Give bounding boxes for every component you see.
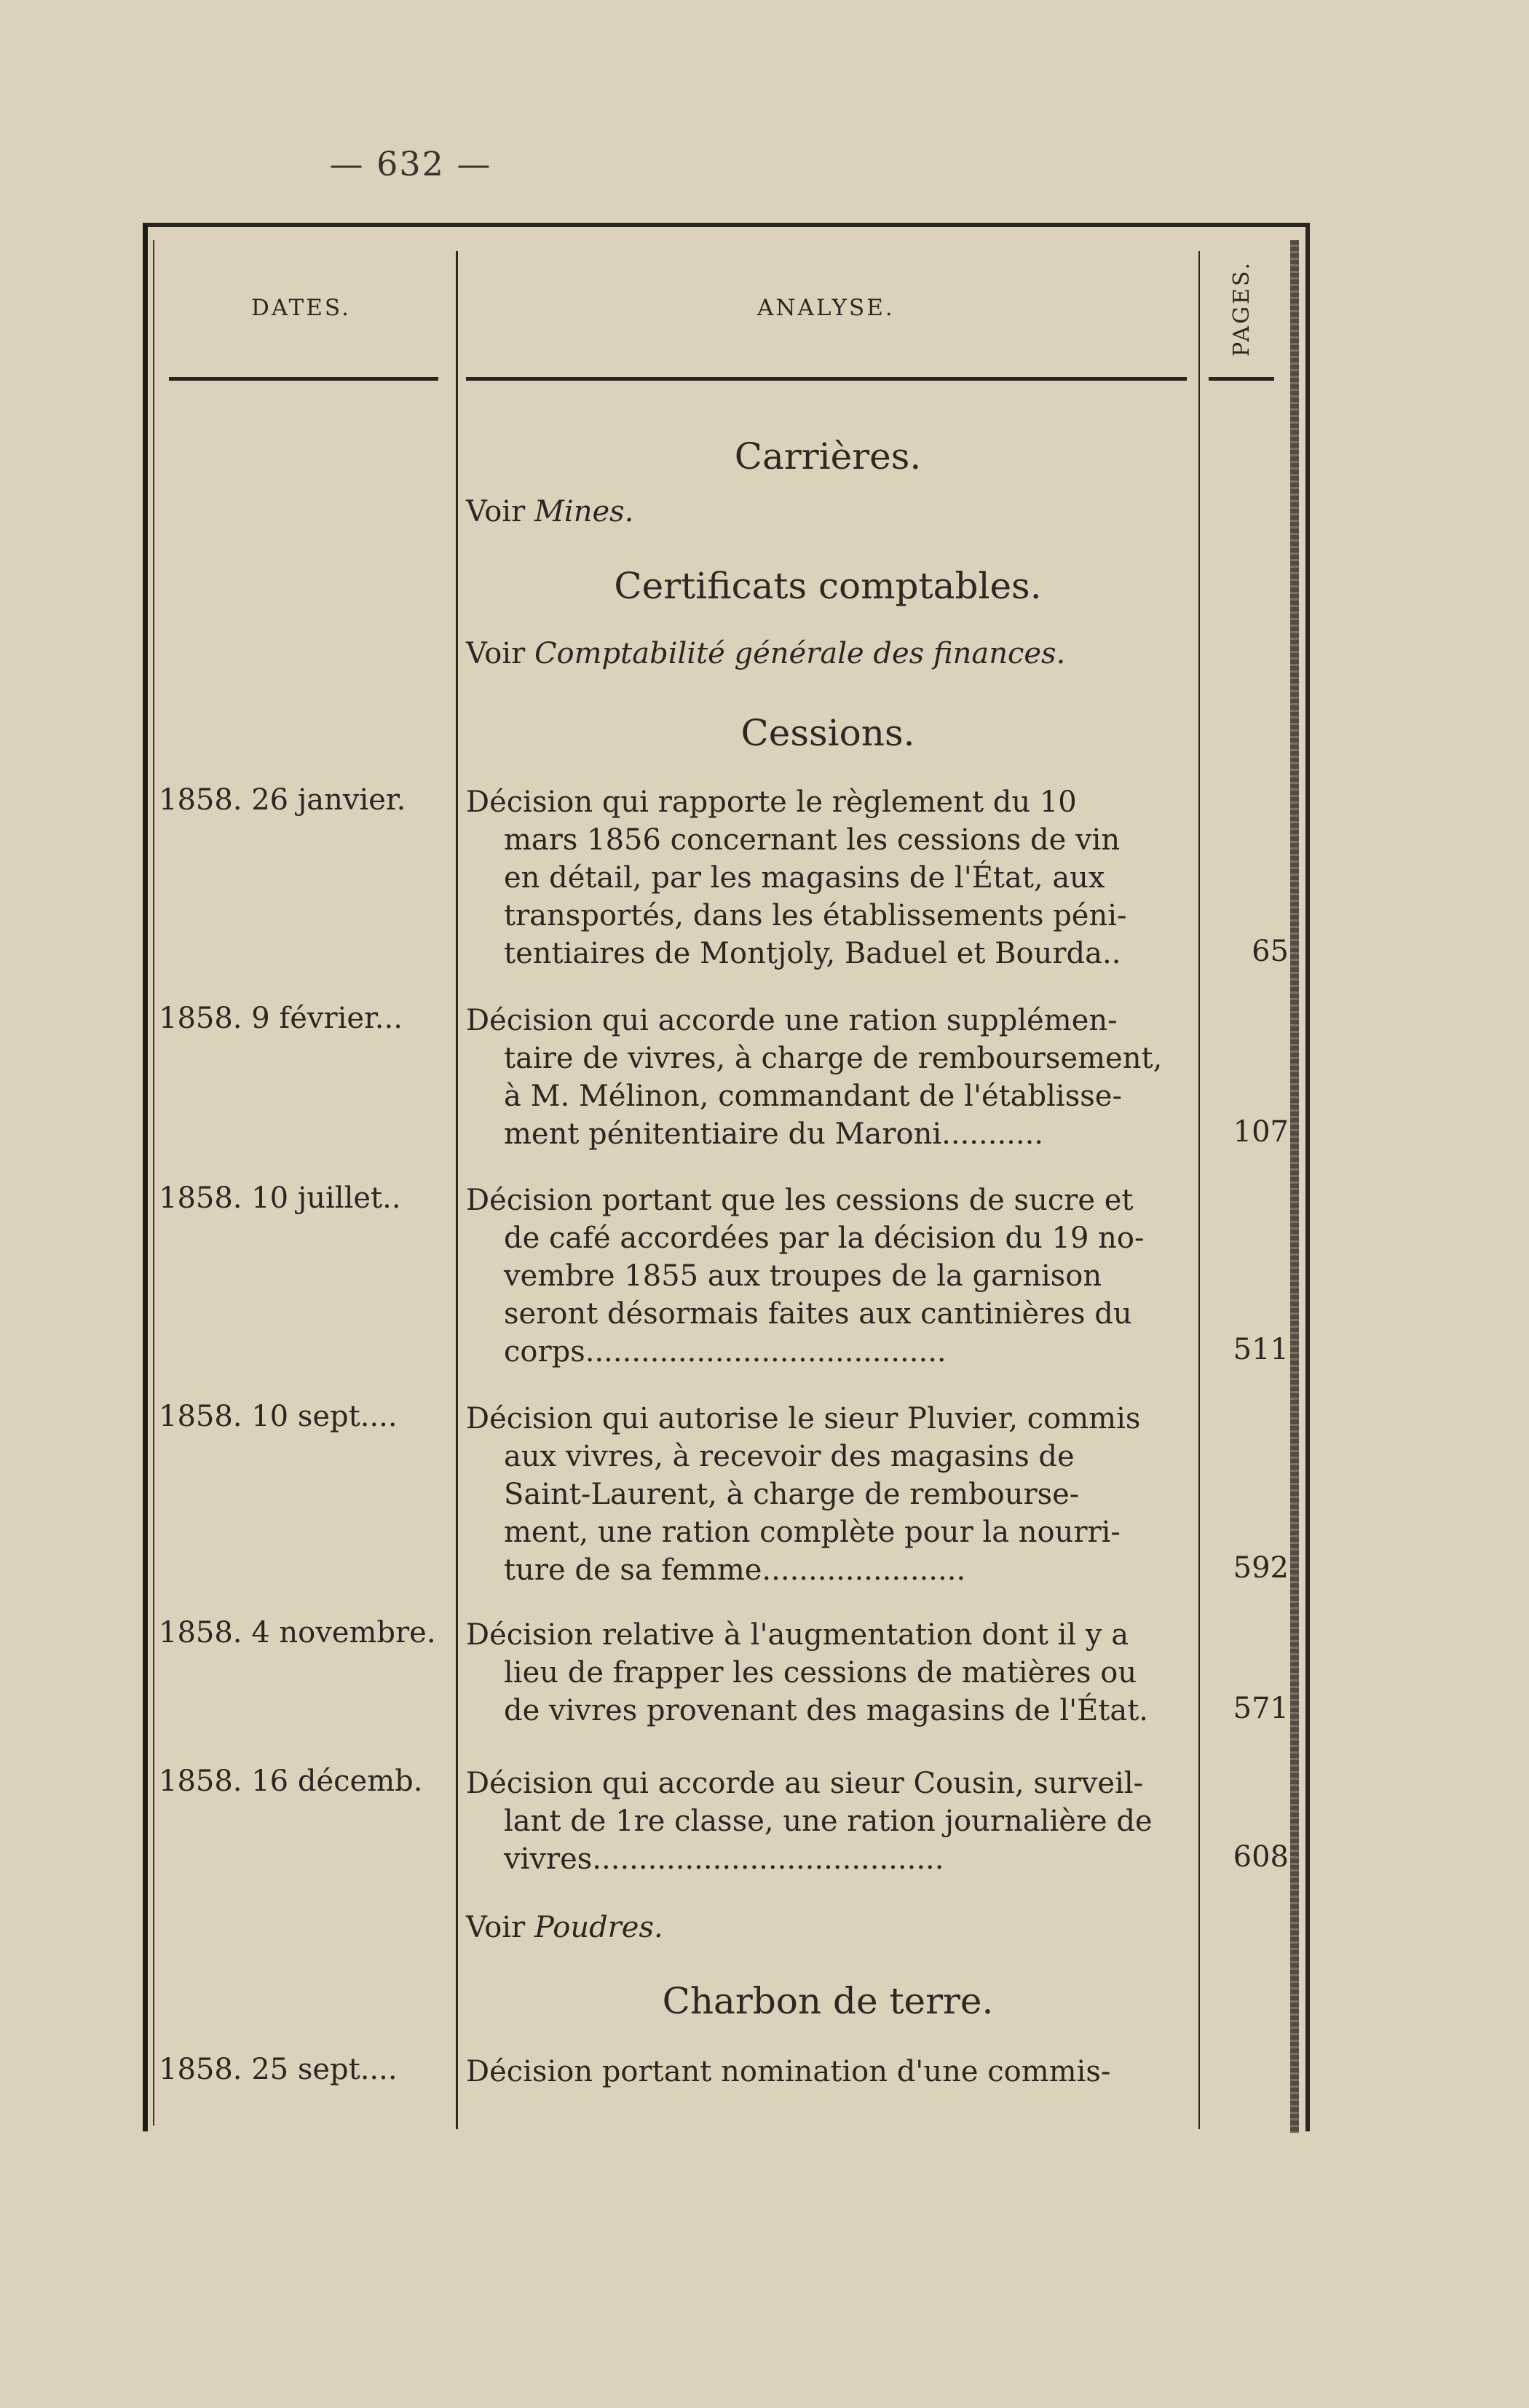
see-also-carrieres: [466, 495, 633, 528]
section-title-certificats: Certificats comptables.: [614, 565, 1042, 607]
entry-page: 511: [1233, 1333, 1289, 1366]
header-analyse: ANALYSE.: [757, 295, 895, 321]
entry-date: 1858. 16 décemb.: [159, 1765, 423, 1798]
entry-text: [466, 1181, 1190, 1371]
column-divider-dates: [456, 251, 458, 2129]
entry-line: vembre 1855 aux troupes de la garnison: [504, 1259, 1102, 1293]
entry-page: 65: [1252, 935, 1289, 968]
entry-page: 608: [1233, 1840, 1289, 1874]
see-also-charbon: [466, 1911, 663, 1944]
entry-page: 592: [1233, 1551, 1289, 1585]
see-also-certificats: [466, 637, 1065, 670]
frame-inner-line: [153, 240, 154, 2126]
entry-line: à M. Mélinon, commandant de l'établisse-: [504, 1080, 1122, 1113]
header-dates: DATES.: [251, 295, 351, 321]
entry-line: taire de vivres, à charge de remboursement,: [504, 1042, 1163, 1075]
entry-line: tentiaires de Montjoly, Baduel et Bourda..: [504, 937, 1121, 970]
entry-text: [466, 1765, 1190, 1878]
entry-date: 1858. 9 février...: [159, 1002, 403, 1035]
entry-line: de vivres provenant des magasins de l'État.: [504, 1694, 1149, 1727]
see-also-reference: Mines.: [534, 495, 634, 528]
entry-line: Décision qui accorde au sieur Cousin, surveil-: [466, 1767, 1144, 1800]
header-rule-dates: [169, 377, 438, 381]
see-also-reference: Comptabilité générale des finances.: [534, 637, 1066, 670]
see-also-prefix: Voir: [466, 495, 534, 528]
entry-date: 1858. 10 sept....: [159, 1400, 398, 1433]
entry-line: corps.......................................: [504, 1335, 947, 1369]
entry-line: Décision portant nomination d'une commis-: [466, 2055, 1111, 2088]
entry-text: [466, 1400, 1190, 1589]
entry-line: ment, une ration complète pour la nourri-: [504, 1516, 1121, 1549]
entry-line: Saint-Laurent, à charge de rembourse-: [504, 1478, 1080, 1511]
entry-line: aux vivres, à recevoir des magasins de: [504, 1440, 1075, 1473]
column-divider-pages: [1198, 251, 1200, 2129]
see-also-prefix: Voir: [466, 1911, 534, 1944]
entry-line: ture de sa femme......................: [504, 1553, 966, 1587]
entry-line: Décision relative à l'augmentation dont il y a: [466, 1618, 1129, 1652]
entry-text: [466, 1002, 1190, 1153]
entry-line: en détail, par les magasins de l'État, aux: [504, 861, 1105, 895]
entry-line: ment pénitentiaire du Maroni...........: [504, 1117, 1044, 1151]
entry-text: [466, 2053, 1190, 2091]
section-title-charbon: Charbon de terre.: [662, 1980, 994, 2022]
entry-date: 1858. 26 janvier.: [159, 783, 406, 817]
see-also-prefix: Voir: [466, 637, 534, 670]
entry-date: 1858. 4 novembre.: [159, 1616, 436, 1649]
header-rule-pages: [1209, 377, 1274, 381]
see-also-reference: Poudres.: [534, 1911, 663, 1944]
frame-right-edge: [1290, 240, 1299, 2133]
entry-text: [466, 1616, 1190, 1730]
header-pages: PAGES.: [1229, 261, 1255, 357]
entry-line: Décision qui autorise le sieur Pluvier, commis: [466, 1402, 1141, 1435]
entry-line: vivres......................................: [504, 1842, 944, 1876]
entry-date: 1858. 25 sept....: [159, 2053, 398, 2086]
entry-line: seront désormais faites aux cantinières du: [504, 1297, 1132, 1331]
entry-line: Décision qui rapporte le règlement du 10: [466, 785, 1077, 819]
section-title-cessions: Cessions.: [740, 712, 915, 754]
entry-text: [466, 783, 1190, 973]
section-title-carrieres: Carrières.: [734, 435, 922, 478]
entry-line: Décision qui accorde une ration supplémen-: [466, 1004, 1118, 1037]
entry-line: lieu de frapper les cessions de matières ou: [504, 1656, 1137, 1690]
entry-page: 107: [1233, 1115, 1289, 1149]
entry-line: mars 1856 concernant les cessions de vin: [504, 823, 1121, 857]
page-number: — 632 —: [329, 144, 492, 183]
entry-line: Décision portant que les cessions de sucre et: [466, 1184, 1134, 1217]
entry-page: 571: [1233, 1692, 1289, 1725]
entry-date: 1858. 10 juillet..: [159, 1181, 401, 1215]
header-rule-analyse: [466, 377, 1187, 381]
entry-line: lant de 1re classe, une ration journalière de: [504, 1805, 1153, 1838]
entry-line: de café accordées par la décision du 19 no-: [504, 1221, 1145, 1255]
entry-line: transportés, dans les établissements péni-: [504, 899, 1127, 932]
